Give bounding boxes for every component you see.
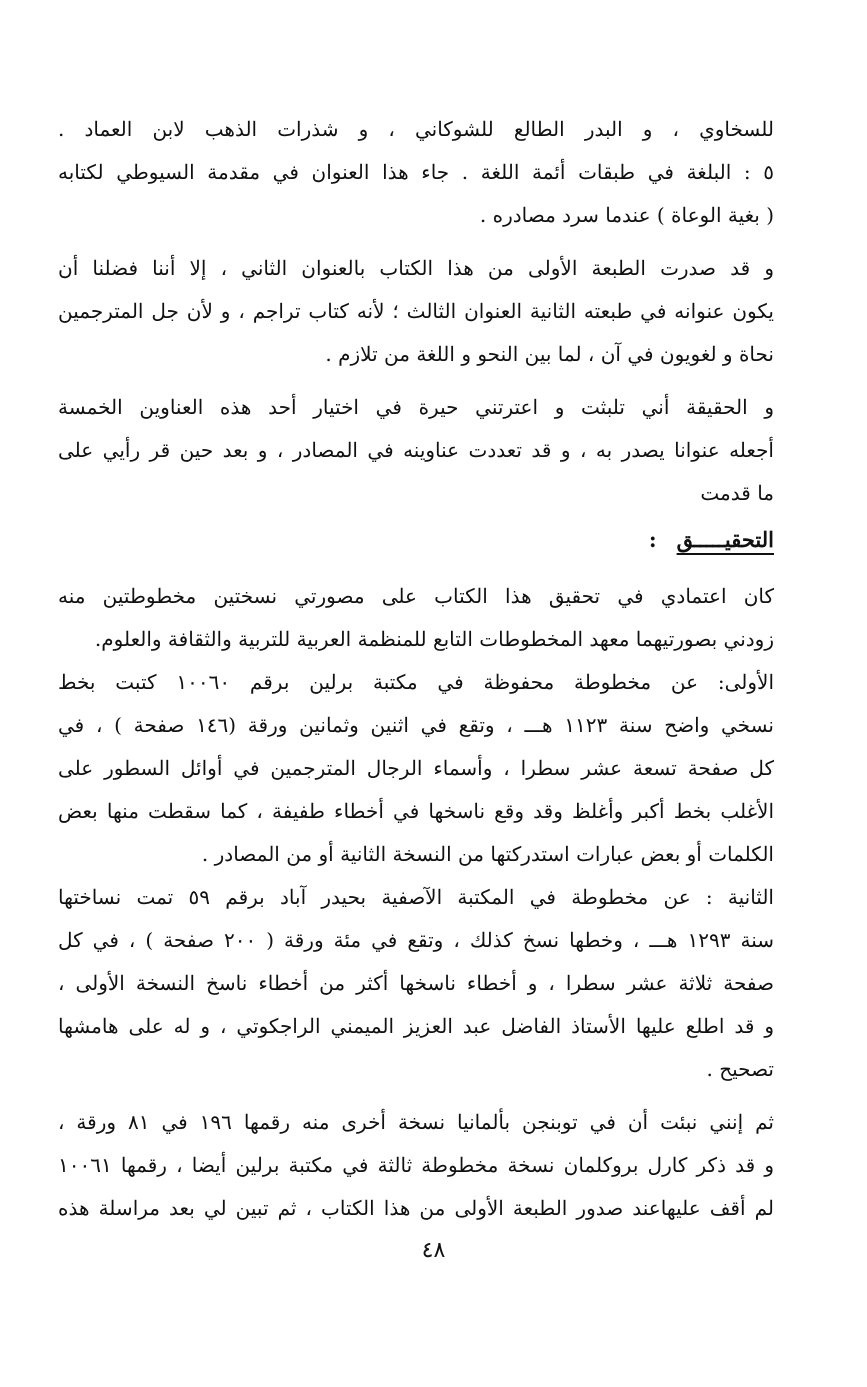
text-line: سنة ١٢٩٣ هـــ ، وخطها نسخ كذلك ، وتقع في مئة ورقة ( ٢٠٠ صفحة ) ، في كل [58,928,774,952]
section-heading [58,515,774,565]
text-line: صفحة ثلاثة عشر سطرا ، و أخطاء ناسخها أكثر من أخطاء ناسخ النسخة الأولى ، [58,971,774,995]
paragraph-second-manuscript [58,876,774,1091]
section-heading-title: التحقيـــــق [676,527,774,552]
text-line: ( بغية الوعاة ) عندما سرد مصادره . [479,203,774,227]
text-line: تصحيح . [706,1057,774,1081]
text-line: و الحقيقة أني تلبثت و اعترتني حيرة في اختيار أحد هذه العناوين الخمسة [58,395,774,419]
paragraph-intro [58,108,774,237]
text-line: ثم إنني نبئت أن في توبنجن بألمانيا نسخة أخرى منه رقمها ١٩٦ في ٨١ ورقة ، [58,1110,774,1134]
text-line: نحاة و لغويون في آن ، لما بين النحو و اللغة من تلازم . [325,342,774,366]
text-line: الكلمات أو بعض عبارات استدركتها من النسخة الثانية أو من المصادر . [201,842,774,866]
text-line: يكون عنوانه في طبعته الثانية العنوان الثالث ؛ لأنه كتاب تراجم ، و لأن جل المترجمين [58,299,774,323]
text-line: زودني بصورتيهما معهد المخطوطات التابع للمنظمة العربية للتربية والثقافة والعلوم. [94,627,774,651]
text-line: للسخاوي ، و البدر الطالع للشوكاني ، و شذرات الذهب لابن العماد . [58,117,774,141]
text-line: كل صفحة تسعة عشر سطرا ، وأسماء الرجال المترجمين في أوائل السطور على [58,756,774,780]
paragraph-title-choice [58,386,774,515]
text-line: ٥ : البلغة في طبقات أئمة اللغة . جاء هذا العنوان في مقدمة السيوطي لكتابه [58,160,774,184]
paragraph-first-manuscript [58,661,774,876]
text-line: نسخي واضح سنة ١١٢٣ هـــ ، وتقع في اثنين وثمانين ورقة (١٤٦ صفحة ) ، في [58,713,775,737]
text-line: كان اعتمادي في تحقيق هذا الكتاب على مصورتي نسختين مخطوطتين منه [58,584,774,608]
text-line: و قد صدرت الطبعة الأولى من هذا الكتاب بالعنوان الثاني ، إلا أننا فضلنا أن [58,256,774,280]
paragraph-first-edition [58,247,774,376]
text-line: ما قدمت [700,481,774,505]
page-number: ٤٨ [421,1238,446,1263]
paragraph-manuscripts [58,575,774,661]
text-line: و قد ذكر كارل بروكلمان نسخة مخطوطة ثالثة في مكتبة برلين أيضا ، رقمها ١٠٠٦١ [58,1153,774,1177]
text-line: الثانية : عن مخطوطة في المكتبة الآصفية بحيدر آباد برقم ٥٩ تمت نساختها [58,885,774,909]
section-heading-colon: : [648,527,657,552]
text-line: لم أقف عليهاعند صدور الطبعة الأولى من هذا الكتاب ، ثم تبين لي بعد مراسلة هذه [58,1196,774,1220]
page-body [58,108,774,1230]
text-line: و قد اطلع عليها الأستاذ الفاضل عبد العزيز الميمني الراجكوتي ، و له على هامشها [58,1014,774,1038]
text-line: أجعله عنوانا يصدر به ، و قد تعددت عناوينه في المصادر ، و بعد حين قر رأيي على [58,438,774,462]
text-line: الأولى: عن مخطوطة محفوظة في مكتبة برلين برقم ١٠٠٦٠ كتبت بخط [58,670,774,694]
text-line: الأغلب بخط أكبر وأغلظ وقد وقع ناسخها في أخطاء طفيفة ، كما سقطت منها بعض [58,799,774,823]
paragraph-other-copies [58,1101,774,1230]
